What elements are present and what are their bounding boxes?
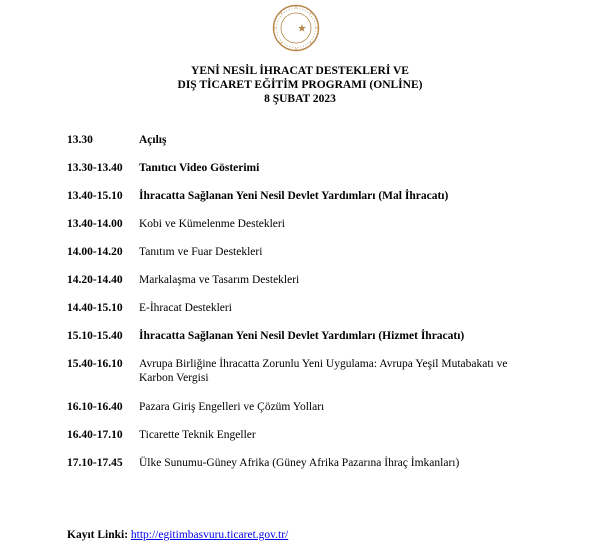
- schedule-item: İhracatta Sağlanan Yeni Nesil Devlet Yardımları (Mal İhracatı): [139, 190, 449, 202]
- schedule-item: Tanıtım ve Fuar Destekleri: [139, 246, 263, 258]
- schedule-time: 13.40-14.00: [67, 218, 123, 230]
- schedule-item: Açılış: [139, 134, 167, 146]
- schedule-time: 14.40-15.10: [67, 302, 123, 314]
- ministry-of-trade-emblem-icon: [272, 4, 320, 52]
- schedule-item: Markalaşma ve Tasarım Destekleri: [139, 274, 300, 286]
- schedule-time: 13.30: [67, 134, 93, 146]
- schedule-time: 15.40-16.10: [67, 358, 123, 370]
- program-date: 8 ŞUBAT 2023: [264, 93, 336, 105]
- schedule-item: İhracatta Sağlanan Yeni Nesil Devlet Yardımları (Hizmet İhracatı): [139, 330, 465, 342]
- schedule-time: 14.00-14.20: [67, 246, 123, 258]
- schedule-item: Ticarette Teknik Engeller: [139, 429, 256, 441]
- schedule-time: 13.40-15.10: [67, 190, 123, 202]
- schedule-time: 14.20-14.40: [67, 274, 123, 286]
- schedule-item: E-İhracat Destekleri: [139, 302, 232, 314]
- registration-link[interactable]: http://egitimbasvuru.ticaret.gov.tr/: [130, 529, 289, 541]
- schedule-item: Tanıtıcı Video Gösterimi: [139, 162, 260, 174]
- schedule-item: Pazara Giriş Engelleri ve Çözüm Yolları: [139, 401, 325, 413]
- program-title-line-1: YENİ NESİL İHRACAT DESTEKLERİ VE: [191, 65, 409, 77]
- registration-label: Kayıt Linki:: [67, 529, 129, 541]
- schedule-time: 17.10-17.45: [67, 457, 123, 469]
- schedule-time: 15.10-15.40: [67, 330, 123, 342]
- schedule-time: 16.40-17.10: [67, 429, 123, 441]
- schedule-item: Avrupa Birliğine İhracatta Zorunlu Yeni Uygulama: Avrupa Yeşil Mutabakatı ve Karbon Vergisi: [139, 358, 508, 384]
- registration-line: [67, 528, 288, 542]
- schedule-item: Kobi ve Kümelenme Destekleri: [139, 218, 285, 230]
- schedule-time: 16.10-16.40: [67, 401, 123, 413]
- program-title-line-2: DIŞ TİCARET EĞİTİM PROGRAMI (ONLİNE): [177, 79, 423, 91]
- schedule-item: Ülke Sunumu-Güney Afrika (Güney Afrika Pazarına İhraç İmkanları): [139, 457, 460, 469]
- schedule-time: 13.30-13.40: [67, 162, 123, 174]
